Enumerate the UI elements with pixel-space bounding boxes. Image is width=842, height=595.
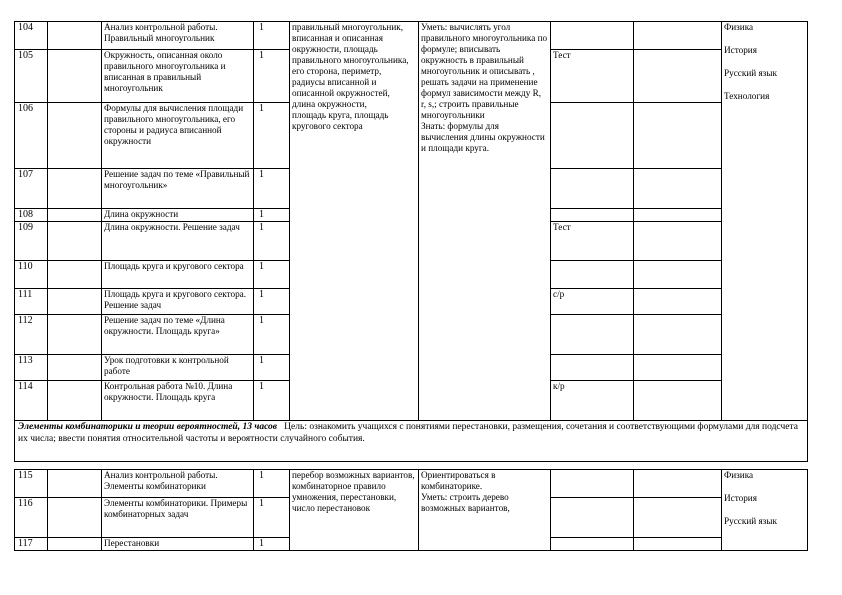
control-type — [551, 498, 634, 538]
table-row — [15, 470, 808, 498]
cross-subject-links — [722, 470, 808, 551]
control-type — [551, 209, 634, 222]
date-cell — [48, 261, 102, 289]
lesson-number: 108 — [15, 209, 48, 222]
lesson-topic: Контрольная работа №10. Длина окружности. Площадь круга — [102, 381, 254, 421]
date-cell — [48, 103, 102, 169]
lesson-topic: Решение задач по теме «Длина окружности. Площадь круга» — [102, 315, 254, 355]
date-cell — [48, 289, 102, 315]
date-cell — [48, 470, 102, 498]
date-cell — [48, 222, 102, 261]
lesson-hours: 1 — [254, 315, 290, 355]
table-row — [15, 22, 808, 50]
notes-cell — [634, 169, 722, 209]
lesson-topic: Формулы для вычисления площади правильного многоугольника, его стороны и радиуса вписанной окружности — [102, 103, 254, 169]
lesson-number: 110 — [15, 261, 48, 289]
section-header — [15, 421, 808, 462]
subject-link: История — [724, 493, 757, 503]
control-type — [551, 22, 634, 50]
subject-link: Физика — [724, 470, 754, 480]
lesson-hours: 1 — [254, 222, 290, 261]
notes-cell — [634, 22, 722, 50]
control-type: Тест — [551, 222, 634, 261]
lesson-hours: 1 — [254, 261, 290, 289]
control-type — [551, 169, 634, 209]
learning-outcomes: Уметь: вычислять угол правильного многоугольника по формуле; вписывать окружность в правильный многоугольник и описывать , решать задачи на применение формул зависимости между R, r, s,; строить правильные многоугольники Знать: формулы для вычисления длины окружности и площади круга. — [419, 22, 551, 421]
lesson-hours: 1 — [254, 169, 290, 209]
lesson-hours: 1 — [254, 103, 290, 169]
section-title: Элементы комбинаторики и теории вероятностей, 13 часов — [18, 422, 278, 432]
key-concepts: правильный многоугольник, вписанная и описанная окружности, площадь правильного многоугольника, его сторона, периметр, радиусы вписанной и описанной окружностей, длина окружности, площадь круга, площадь кругового сектора — [290, 22, 419, 421]
lesson-number: 116 — [15, 498, 48, 538]
lesson-number: 111 — [15, 289, 48, 315]
section-goal: ознакомить учащихся с понятиями перестановки, размещения, сочетания и соответствующими формулами для подсчета их числа; ввести понятия относительной частоты и вероятности случайного события. — [18, 422, 798, 444]
date-cell — [48, 381, 102, 421]
lesson-topic: Решение задач по теме «Правильный многоугольник» — [102, 169, 254, 209]
subject-link: Физика — [724, 22, 754, 32]
lesson-hours: 1 — [254, 50, 290, 103]
goal-label: Цель: — [284, 422, 307, 432]
notes-cell — [634, 289, 722, 315]
lesson-topic: Анализ контрольной работы. Правильный многоугольник — [102, 22, 254, 50]
notes-cell — [634, 355, 722, 381]
lesson-hours: 1 — [254, 498, 290, 538]
lesson-hours: 1 — [254, 209, 290, 222]
date-cell — [48, 315, 102, 355]
lesson-number: 104 — [15, 22, 48, 50]
control-type: Тест — [551, 50, 634, 103]
lesson-topic: Анализ контрольной работы. Элементы комбинаторики — [102, 470, 254, 498]
date-cell — [48, 50, 102, 103]
learning-outcomes: Ориентироваться в комбинаторике. Уметь: строить дерево возможных вариантов, — [419, 470, 551, 551]
notes-cell — [634, 222, 722, 261]
spacer — [15, 462, 808, 470]
notes-cell — [634, 538, 722, 551]
lesson-number: 117 — [15, 538, 48, 551]
lesson-topic: Окружность, описанная около правильного многоугольника и вписанная в правильный многоугольник — [102, 50, 254, 103]
lesson-number: 107 — [15, 169, 48, 209]
date-cell — [48, 209, 102, 222]
lesson-hours: 1 — [254, 355, 290, 381]
control-type: с/р — [551, 289, 634, 315]
lesson-number: 105 — [15, 50, 48, 103]
lesson-hours: 1 — [254, 381, 290, 421]
notes-cell — [634, 315, 722, 355]
lesson-number: 113 — [15, 355, 48, 381]
control-type: к/р — [551, 381, 634, 421]
notes-cell — [634, 103, 722, 169]
spacer-row — [15, 462, 808, 470]
subject-link: Технология — [724, 91, 770, 101]
control-type — [551, 261, 634, 289]
control-type — [551, 538, 634, 551]
notes-cell — [634, 50, 722, 103]
notes-cell — [634, 498, 722, 538]
lesson-number: 106 — [15, 103, 48, 169]
lesson-topic: Перестановки — [102, 538, 254, 551]
date-cell — [48, 169, 102, 209]
lesson-topic: Элементы комбинаторики. Примеры комбинаторных задач — [102, 498, 254, 538]
lesson-number: 114 — [15, 381, 48, 421]
lesson-hours: 1 — [254, 538, 290, 551]
lesson-number: 112 — [15, 315, 48, 355]
subject-link: Русский язык — [724, 68, 777, 78]
control-type — [551, 315, 634, 355]
lesson-hours: 1 — [254, 470, 290, 498]
lesson-topic: Площадь круга и кругового сектора — [102, 261, 254, 289]
control-type — [551, 470, 634, 498]
lesson-topic: Длина окружности — [102, 209, 254, 222]
lesson-number: 115 — [15, 470, 48, 498]
date-cell — [48, 498, 102, 538]
notes-cell — [634, 209, 722, 222]
notes-cell — [634, 261, 722, 289]
date-cell — [48, 22, 102, 50]
notes-cell — [634, 381, 722, 421]
lesson-hours: 1 — [254, 22, 290, 50]
lesson-hours: 1 — [254, 289, 290, 315]
lesson-plan-table — [14, 21, 808, 551]
notes-cell — [634, 470, 722, 498]
lesson-topic: Длина окружности. Решение задач — [102, 222, 254, 261]
lesson-number: 109 — [15, 222, 48, 261]
subject-link: История — [724, 45, 757, 55]
key-concepts: перебор возможных вариантов, комбинаторное правило умножения, перестановки, число перестановок — [290, 470, 419, 551]
control-type — [551, 355, 634, 381]
lesson-topic: Площадь круга и кругового сектора. Решение задач — [102, 289, 254, 315]
subject-link: Русский язык — [724, 516, 777, 526]
section-header-row — [15, 421, 808, 462]
curriculum-sheet — [14, 21, 807, 551]
cross-subject-links — [722, 22, 808, 421]
control-type — [551, 103, 634, 169]
date-cell — [48, 538, 102, 551]
date-cell — [48, 355, 102, 381]
lesson-topic: Урок подготовки к контрольной работе — [102, 355, 254, 381]
